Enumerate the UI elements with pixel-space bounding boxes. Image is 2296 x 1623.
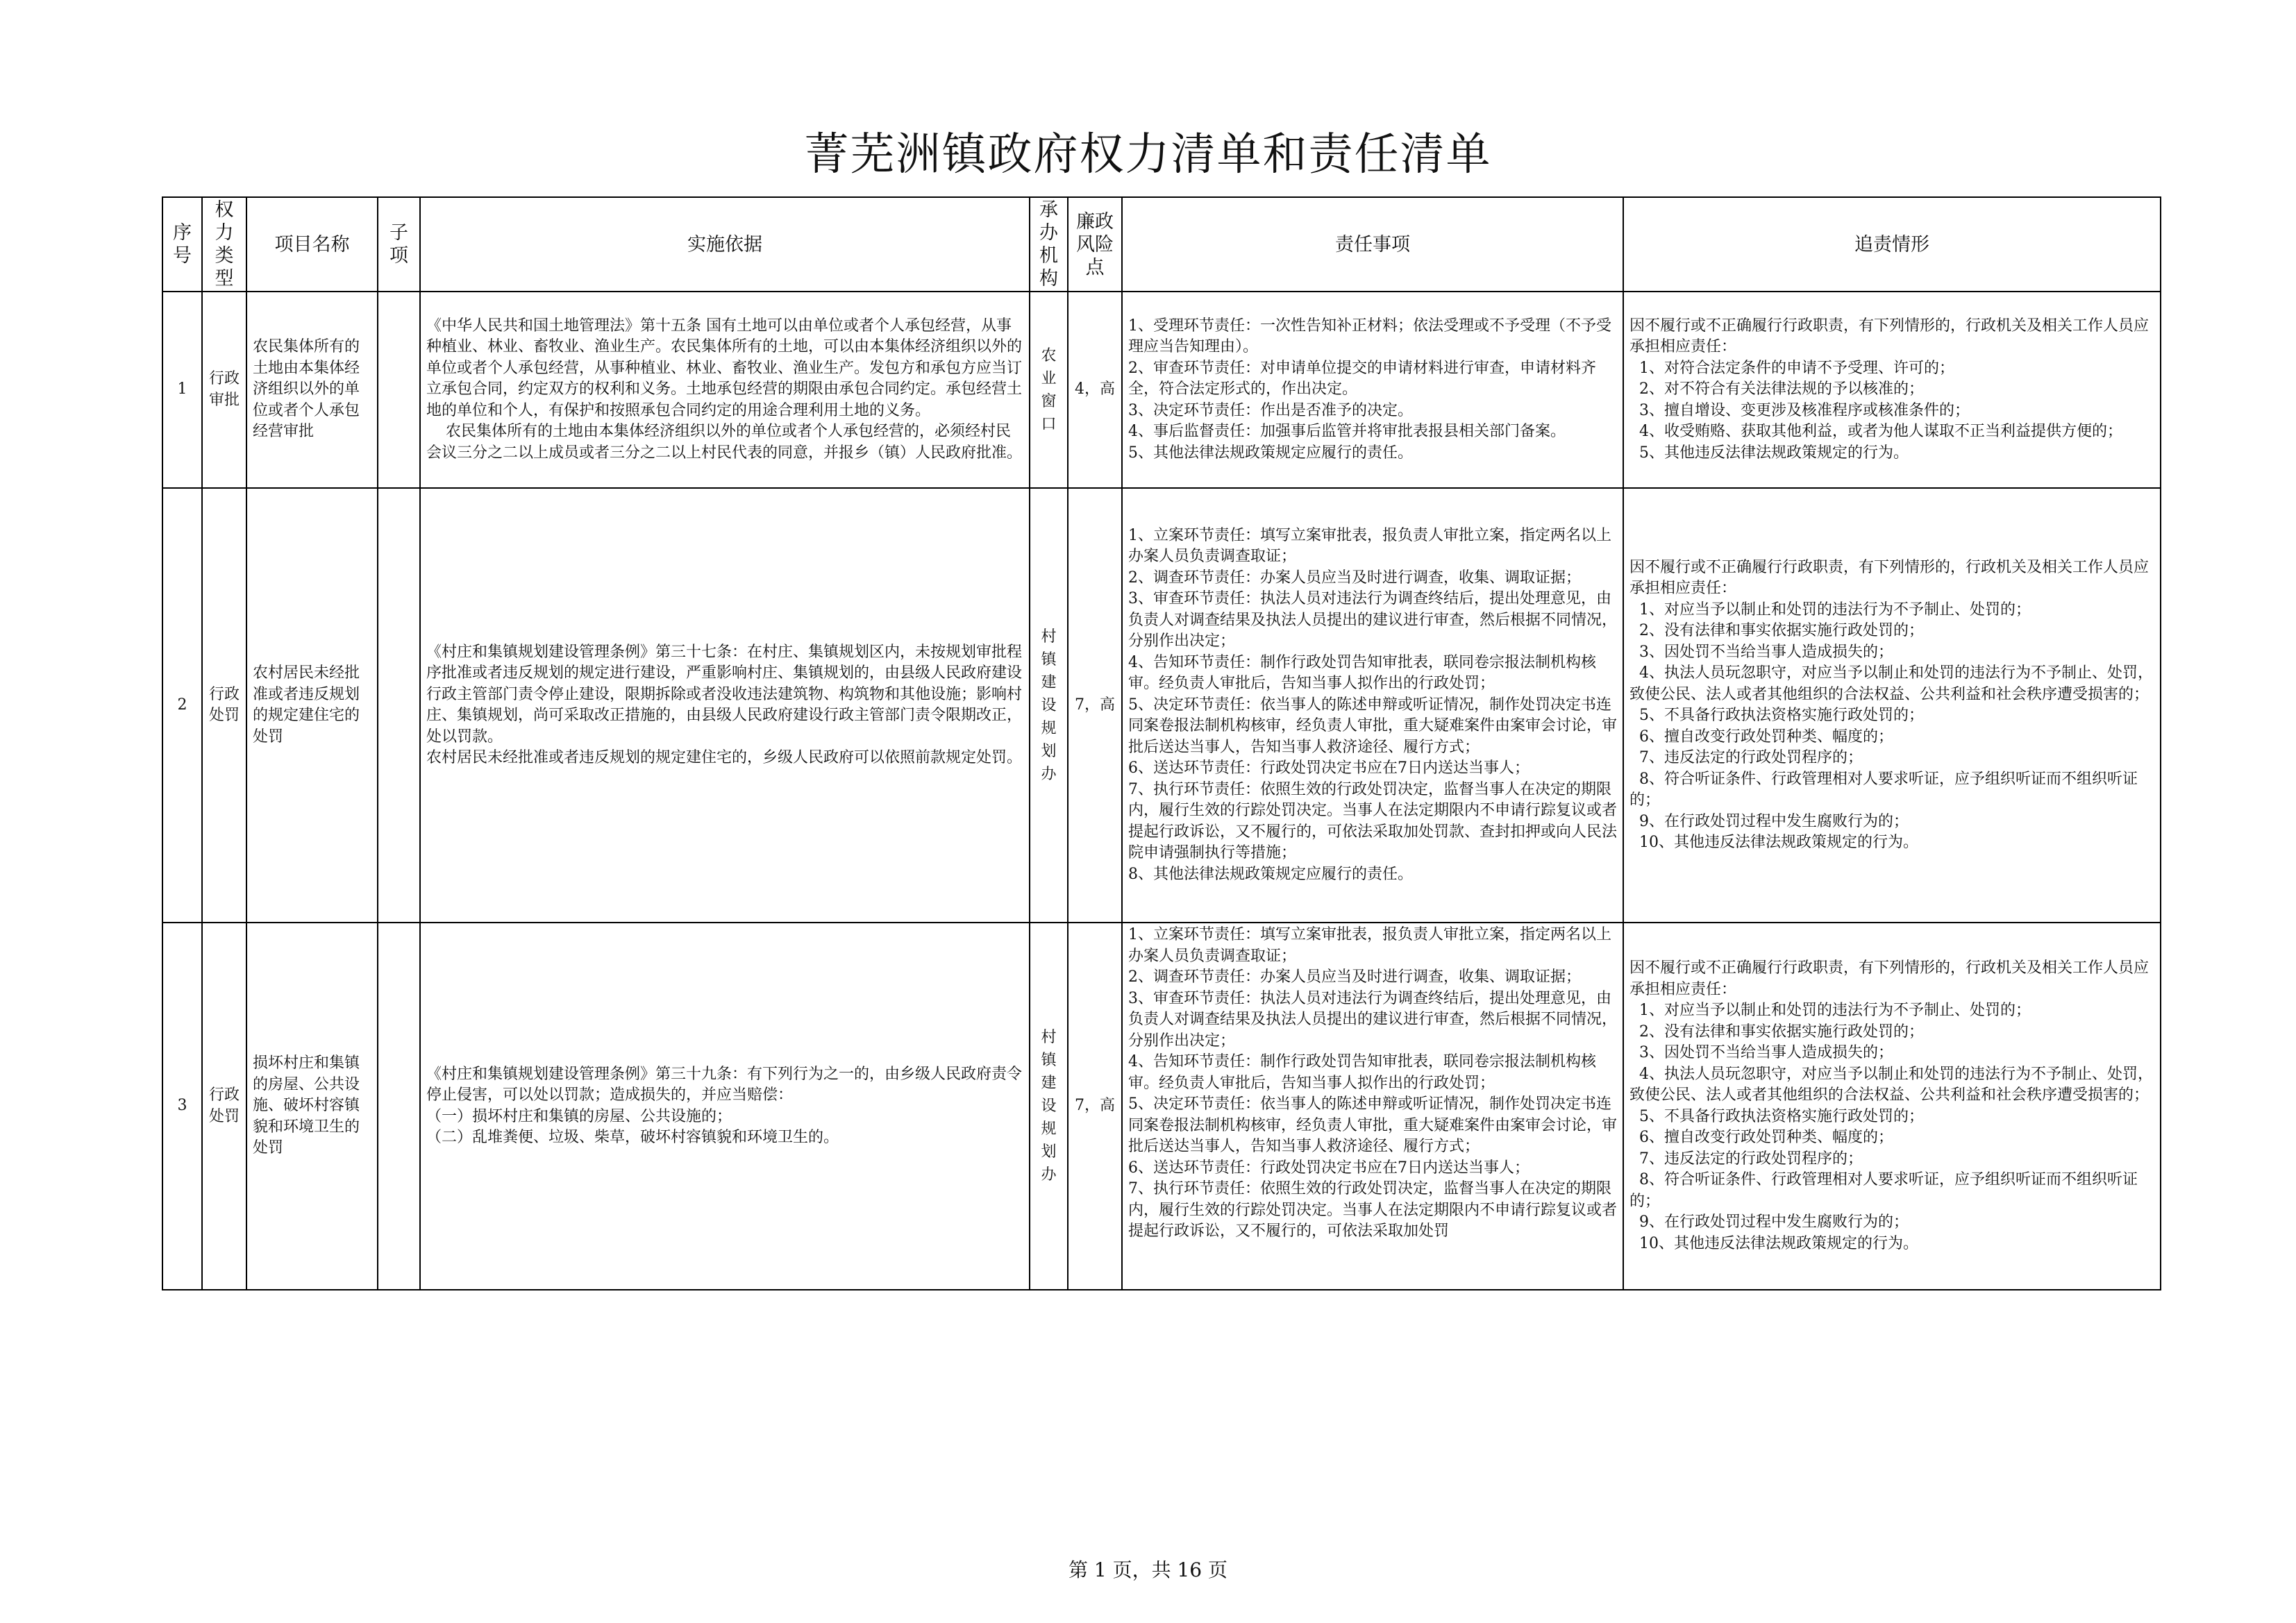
row-name: 损坏村庄和集镇的房屋、公共设施、破坏村容镇貌和环境卫生的处罚 — [246, 923, 378, 1290]
row-sub — [378, 488, 420, 923]
row-duty: 1、受理环节责任：一次性告知补正材料；依法受理或不予受理（不予受理应当告知理由）。 2、审查环节责任：对申请单位提交的申请材料进行审查，申请材料齐全，符合法定形式的，作出决定。 3、决定环节责任：作出是否准予的决定。 4、事后监督责任：加强事后监管并将审批表报县相关部门备案。 5、其他法律法规政策规定应履行的责任。 — [1122, 292, 1623, 488]
header-org: 承办机构 — [1030, 197, 1068, 292]
table-row — [162, 292, 2161, 488]
header-account: 追责情形 — [1623, 197, 2161, 292]
row-type: 行政处罚 — [202, 923, 246, 1290]
power-list-table — [162, 196, 2161, 1290]
row-basis: 《中华人民共和国土地管理法》第十五条 国有土地可以由单位或者个人承包经营，从事种植业、林业、畜牧业、渔业生产。农民集体所有的土地，可以由本集体经济组织以外的单位或者个人承包经营，从事种植业、林业、畜牧业、渔业生产。发包方和承包方应当订立承包合同，约定双方的权利和义务。土地承包经营的期限由承包合同约定。承包经营土地的单位和个人，有保护和按照承包合同约定的用途合理利用土地的义务。 农民集体所有的土地由本集体经济组织以外的单位或者个人承包经营的，必须经村民会议三分之二以上成员或者三分之二以上村民代表的同意，并报乡（镇）人民政府批准。 — [420, 292, 1030, 488]
row-seq: 1 — [162, 292, 202, 488]
header-duty: 责任事项 — [1122, 197, 1623, 292]
row-org: 村镇建设规划办 — [1030, 923, 1068, 1290]
row-sub — [378, 923, 420, 1290]
row-duty: 1、立案环节责任：填写立案审批表，报负责人审批立案，指定两名以上办案人员负责调查取证； 2、调查环节责任：办案人员应当及时进行调查，收集、调取证据； 3、审查环节责任：执法人员对违法行为调查终结后，提出处理意见，由负责人对调查结果及执法人员提出的建议进行审查，然后根据不同情况，分别作出决定； 4、告知环节责任：制作行政处罚告知审批表，联同卷宗报法制机构核审。经负责人审批后，告知当事人拟作出的行政处罚； 5、决定环节责任：依当事人的陈述申辩或听证情况，制作处罚决定书连同案卷报法制机构核审，经负责人审批，重大疑难案件由案审会讨论，审批后送达当事人，告知当事人救济途径、履行方式； 6、送达环节责任：行政处罚决定书应在7日内送达当事人； 7、执行环节责任：依照生效的行政处罚决定，监督当事人在决定的期限内，履行生效的行踪处罚决定。当事人在法定期限内不申请行踪复议或者提起行政诉讼，又不履行的，可依法采取加处罚 — [1122, 923, 1623, 1290]
row-name: 农村居民未经批准或者违反规划的规定建住宅的处罚 — [246, 488, 378, 923]
row-org: 农业窗口 — [1030, 292, 1068, 488]
row-type: 行政处罚 — [202, 488, 246, 923]
header-type: 权力类型 — [202, 197, 246, 292]
header-risk: 廉政风险点 — [1068, 197, 1122, 292]
row-risk: 4，高 — [1068, 292, 1122, 488]
row-account: 因不履行或不正确履行行政职责，有下列情形的，行政机关及相关工作人员应承担相应责任： 1、对应当予以制止和处罚的违法行为不予制止、处罚的； 2、没有法律和事实依据实施行政处罚的； 3、因处罚不当给当事人造成损失的； 4、执法人员玩忽职守，对应当予以制止和处罚的违法行为不予制止、处罚，致使公民、法人或者其他组织的合法权益、公共利益和社会秩序遭受损害的； 5、不具备行政执法资格实施行政处罚的； 6、擅自改变行政处罚种类、幅度的； 7、违反法定的行政处罚程序的； 8、符合听证条件、行政管理相对人要求听证，应予组织听证而不组织听证的； 9、在行政处罚过程中发生腐败行为的； 10、其他违反法律法规政策规定的行为。 — [1623, 488, 2161, 923]
row-account: 因不履行或不正确履行行政职责，有下列情形的，行政机关及相关工作人员应承担相应责任： 1、对符合法定条件的申请不予受理、许可的； 2、对不符合有关法律法规的予以核准的； 3、擅自增设、变更涉及核准程序或核准条件的； 4、收受贿赂、获取其他利益，或者为他人谋取不正当利益提供方便的； 5、其他违反法律法规政策规定的行为。 — [1623, 292, 2161, 488]
row-org: 村镇建设规划办 — [1030, 488, 1068, 923]
row-basis: 《村庄和集镇规划建设管理条例》第三十九条：有下列行为之一的，由乡级人民政府责令停止侵害，可以处以罚款；造成损失的，并应当赔偿： （一）损坏村庄和集镇的房屋、公共设施的； （二）乱堆粪便、垃圾、柴草，破坏村容镇貌和环境卫生的。 — [420, 923, 1030, 1290]
page-footer: 第 1 页，共 16 页 — [1068, 1558, 1228, 1581]
header-seq: 序号 — [162, 197, 202, 292]
row-basis: 《村庄和集镇规划建设管理条例》第三十七条：在村庄、集镇规划区内，未按规划审批程序批准或者违反规划的规定进行建设，严重影响村庄、集镇规划的，由县级人民政府建设行政主管部门责令停止建设，限期拆除或者没收违法建筑物、构筑物和其他设施；影响村庄、集镇规划，尚可采取改正措施的，由县级人民政府建设行政主管部门责令限期改正，处以罚款。 农村居民未经批准或者违反规划的规定建住宅的，乡级人民政府可以依照前款规定处罚。 — [420, 488, 1030, 923]
row-type: 行政审批 — [202, 292, 246, 488]
header-row — [162, 197, 2161, 292]
row-sub — [378, 292, 420, 488]
row-name: 农民集体所有的土地由本集体经济组织以外的单位或者个人承包经营审批 — [246, 292, 378, 488]
table-row — [162, 923, 2161, 1290]
header-sub: 子项 — [378, 197, 420, 292]
row-account: 因不履行或不正确履行行政职责，有下列情形的，行政机关及相关工作人员应承担相应责任： 1、对应当予以制止和处罚的违法行为不予制止、处罚的； 2、没有法律和事实依据实施行政处罚的； 3、因处罚不当给当事人造成损失的； 4、执法人员玩忽职守，对应当予以制止和处罚的违法行为不予制止、处罚，致使公民、法人或者其他组织的合法权益、公共利益和社会秩序遭受损害的； 5、不具备行政执法资格实施行政处罚的； 6、擅自改变行政处罚种类、幅度的； 7、违反法定的行政处罚程序的； 8、符合听证条件、行政管理相对人要求听证，应予组织听证而不组织听证的； 9、在行政处罚过程中发生腐败行为的； 10、其他违反法律法规政策规定的行为。 — [1623, 923, 2161, 1290]
row-seq: 3 — [162, 923, 202, 1290]
page-title: 菁芜洲镇政府权力清单和责任清单 — [804, 129, 1492, 180]
row-risk: 7，高 — [1068, 923, 1122, 1290]
row-risk: 7，高 — [1068, 488, 1122, 923]
row-duty: 1、立案环节责任：填写立案审批表，报负责人审批立案，指定两名以上办案人员负责调查取证； 2、调查环节责任：办案人员应当及时进行调查，收集、调取证据； 3、审查环节责任：执法人员对违法行为调查终结后，提出处理意见，由负责人对调查结果及执法人员提出的建议进行审查，然后根据不同情况，分别作出决定； 4、告知环节责任：制作行政处罚告知审批表，联同卷宗报法制机构核审。经负责人审批后，告知当事人拟作出的行政处罚； 5、决定环节责任：依当事人的陈述申辩或听证情况，制作处罚决定书连同案卷报法制机构核审，经负责人审批，重大疑难案件由案审会讨论，审批后送达当事人，告知当事人救济途径、履行方式； 6、送达环节责任：行政处罚决定书应在7日内送达当事人； 7、执行环节责任：依照生效的行政处罚决定，监督当事人在决定的期限内，履行生效的行踪处罚决定。当事人在法定期限内不申请行踪复议或者提起行政诉讼，又不履行的，可依法采取加处罚款、查封扣押或向人民法院申请强制执行等措施； 8、其他法律法规政策规定应履行的责任。 — [1122, 488, 1623, 923]
header-name: 项目名称 — [246, 197, 378, 292]
table-row — [162, 488, 2161, 923]
row-seq: 2 — [162, 488, 202, 923]
header-basis: 实施依据 — [420, 197, 1030, 292]
